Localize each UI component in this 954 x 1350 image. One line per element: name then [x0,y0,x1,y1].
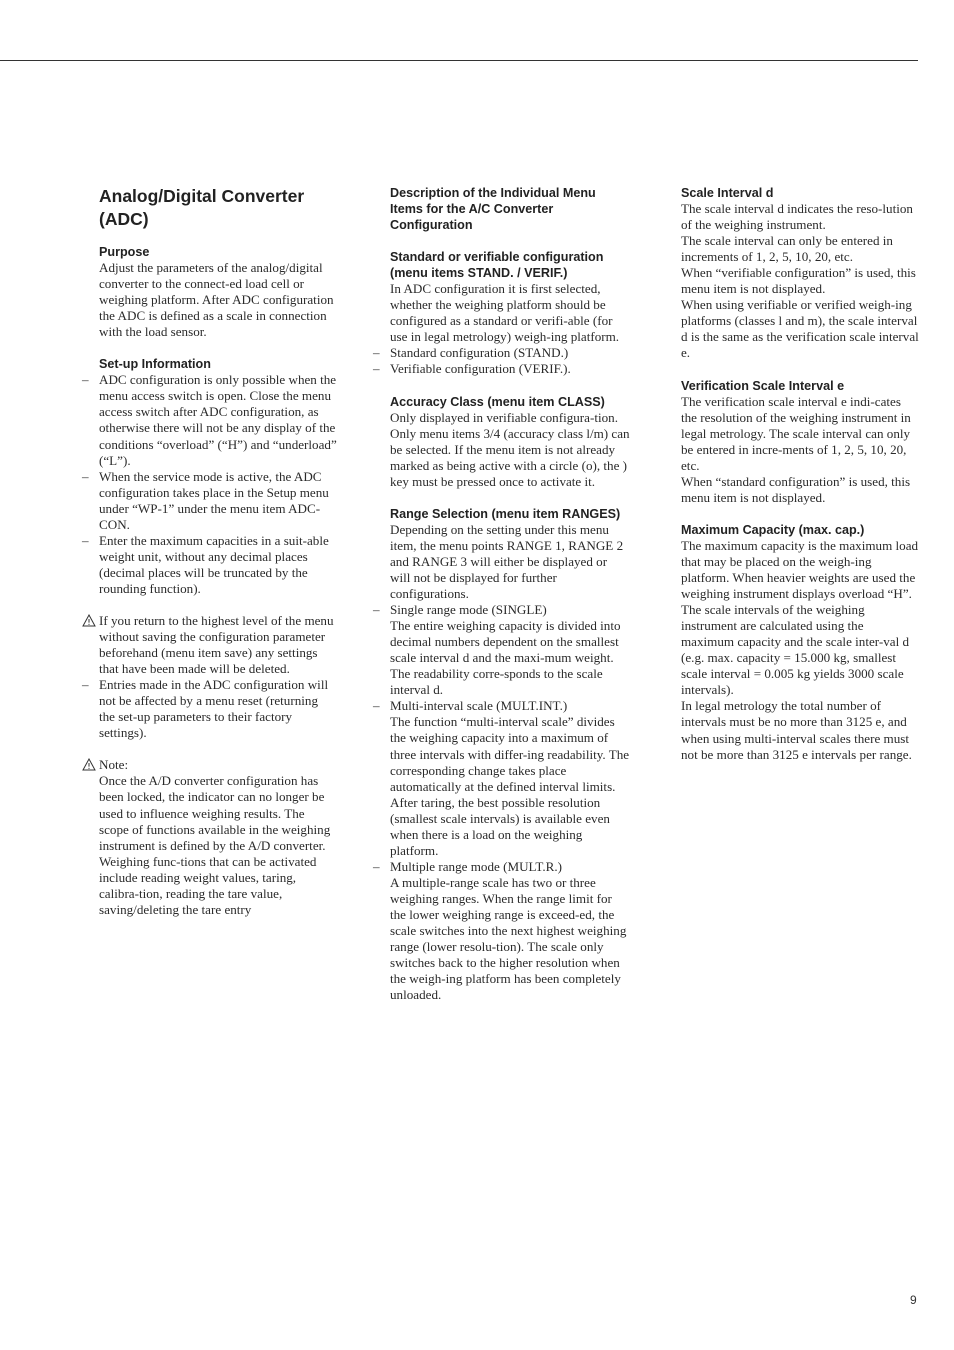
scale-interval-text-1: The scale interval d indicates the reso-lution of the weighing instrument. [681,201,913,233]
scale-interval-text-3: When “verifiable configuration” is used, this menu item is not displayed. [681,265,916,297]
standard-config-heading: Standard or verifiable configuration (menu items STAND. / VERIF.) [390,250,604,281]
list-item: – Multiple range mode (MULT.R.) A multiple-range scale has two or three weighing ranges. When the range limit for the lower weighing range is exceed-ed, the scale switches into the next highest weighing range (lower resolu-tion). The scale only switches back to the higher resolution when the weigh-ing platform has been completely unloaded. [373,858,627,1003]
dash-bullet: – [82,532,89,548]
max-capacity-text-3: In legal metrology the total number of intervals must be no more than 3125 e, and when using multi-interval scales there must not be more than 3125 e intervals per range. [681,698,912,762]
dash-bullet: – [373,858,380,874]
accuracy-class-text-1: Only displayed in verifiable configura-tion. [390,409,618,425]
purpose-heading: Purpose [99,245,150,259]
warning-item: If you return to the highest level of the menu without saving the configuration parameter beforehand (menu item save) any settings that have been made will be deleted. [99,613,337,677]
description-heading: Description of the Individual Menu Items for the A/C Converter Configuration [390,186,596,233]
standard-config-text: In ADC configuration it is first selected, whether the weighing platform should be configured as a standard or verifi-able (for use in legal metrology) weigh-ing platform. [390,281,620,345]
note-text: Once the A/D converter configuration has been locked, the indicator can no longer be used to influence weighing results. The scope of functions available in the weighing instrument is defined by the A/D converter. Weighing func-tions that can be activated include reading weight values, taring, calibra-tion, reading the tare value, saving/deleting the tare entry [99,773,331,917]
max-capacity-heading: Maximum Capacity (max. cap.) [681,522,865,537]
list-item: – Single range mode (SINGLE) The entire weighing capacity is divided into decimal numbers dependent on the smallest scale interval d and the maxi-mum weight. The readability corre-sponds to the scale interval d. [373,602,621,698]
dash-bullet: – [82,677,89,693]
range-selection-text: Depending on the setting under this menu item, the menu points RANGE 1, RANGE 2 and RANGE 3 will either be displayed or will not be displayed for further configurations. [390,521,624,602]
list-item: – ADC configuration is only possible when the menu access switch is open. Close the menu access switch after ADC configuration, as otherwise there will not be any display of the conditions “overload” (“H”) and “underload” (“L”). [82,372,337,468]
header-rule [0,60,918,61]
dash-bullet: – [373,698,380,714]
note-label: Note: [99,757,129,773]
page-title: Analog/Digital Converter (ADC) [99,186,305,229]
purpose-text: Adjust the parameters of the analog/digital converter to the connect-ed load cell or weighing platform. After ADC configuration the ADC is defined as a scale in connection with the load sensor. [99,260,334,340]
dash-bullet: – [373,361,380,377]
warning-triangle-icon [82,758,96,771]
list-item: – Entries made in the ADC configuration will not be affected by a menu reset (returning the set-up parameters to their factory settings). [82,677,329,741]
dash-bullet: – [82,372,89,388]
list-item: – Standard configuration (STAND.) [373,345,569,361]
setup-heading: Set-up Information [99,357,211,372]
verification-interval-text-1: The verification scale interval e indi-cates the resolution of the weighing instrument in legal metrology. The scale interval can only be entered in incre-ments of 1, 2, 5, 10, 20, etc. [681,393,911,473]
range-selection-heading: Range Selection (menu item RANGES) [390,506,621,521]
accuracy-class-heading: Accuracy Class (menu item CLASS) [390,394,605,409]
verification-interval-text-2: When “standard configuration” is used, this menu item is not displayed. [681,473,911,505]
scale-interval-heading: Scale Interval d [681,186,774,200]
column-1 [82,185,337,918]
column-3 [681,185,919,763]
max-capacity-text-1: The maximum capacity is the maximum load that may be placed on the weigh-ing platform. When heavier weights are used the weighing instrument displays overload “H”. [681,537,919,602]
dash-bullet: – [373,345,380,361]
dash-bullet: – [373,602,380,618]
max-capacity-text-2: The scale intervals of the weighing instrument are calculated using the maximum capacity and the scale inter-val d (e.g. max. capacity = 15.000 kg, smallest scale interval = 0.005 kg yields 3000 scale intervals). [681,602,910,698]
warning-triangle-icon [82,614,96,627]
list-item: – Multi-interval scale (MULT.INT.) The function “multi-interval scale” divides the weighing capacity into a maximum of three intervals with differ-ing readability. The corresponding change takes place automatically at the defined interval limits. After taring, the best possible resolution (smallest scale intervals) is available even when there is a load on the weighing platform. [373,698,630,858]
scale-interval-text-2: The scale interval can only be entered in increments of 1, 2, 5, 10, 20, etc. [681,233,893,265]
list-item: – When the service mode is active, the ADC configuration takes place in the Setup menu under “WP-1” under the menu item ADC-CON. [82,468,329,532]
verification-interval-heading: Verification Scale Interval e [681,378,845,393]
scale-interval-text-4: When using verifiable or verified weigh-ing platforms (classes l and m), the scale interval d is the same as the verification scale interval e. [681,297,919,361]
list-item: – Enter the maximum capacities in a suit-able weight unit, without any decimal places (decimal places will be truncated by the rounding function). [82,532,329,596]
dash-bullet: – [82,468,89,484]
accuracy-class-text-2: Only menu items 3/4 (accuracy class l/m) can be selected. If the menu item is not already marked as being active with a circle (o), the ) key must be pressed once to activate it. [390,425,630,489]
list-item: – Verifiable configuration (VERIF.). [373,361,571,377]
column-2 [373,185,630,1003]
page-number: 9 [910,1293,917,1307]
note-item [99,757,337,773]
